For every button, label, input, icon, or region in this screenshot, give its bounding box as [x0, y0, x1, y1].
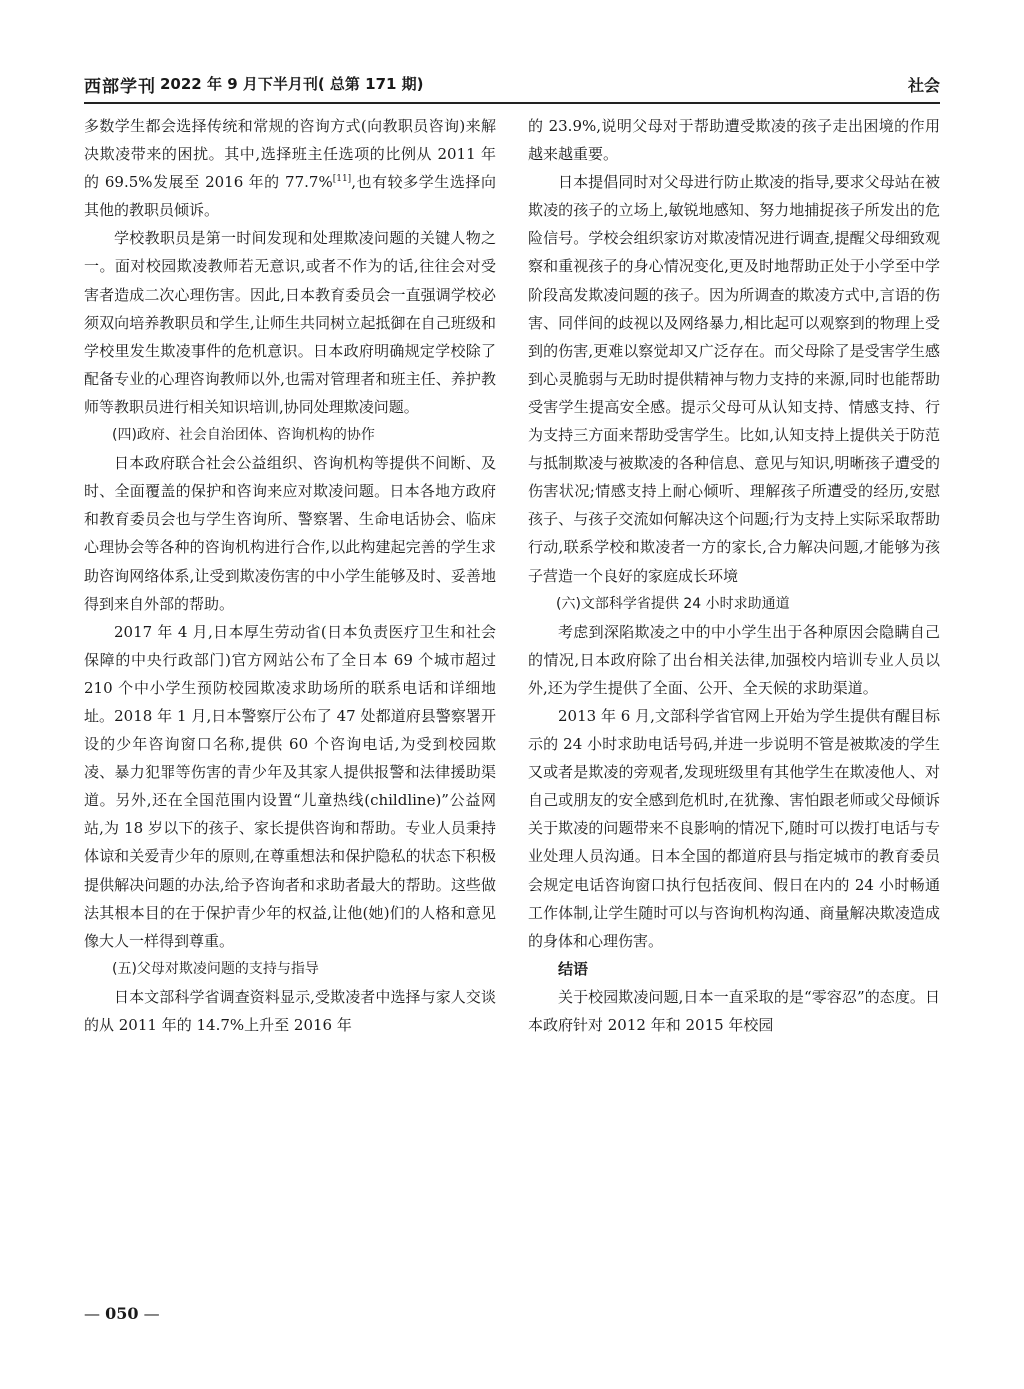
- paragraph: 的 23.9%,说明父母对于帮助遭受欺凌的孩子走出困境的作用越来越重要。: [528, 117, 940, 164]
- issue-info: 2022 年 9 月下半月刊( 总第 171 期): [160, 75, 424, 93]
- citation-ref: [11]: [332, 174, 352, 185]
- conclusion-heading: 结语: [558, 959, 589, 978]
- paragraph: 关于校园欺凌问题,日本一直采取的是“零容忍”的态度。日本政府针对 2012 年和 2015 年校园: [528, 987, 940, 1034]
- page-number: 050: [105, 1304, 139, 1323]
- section-subheading: (五)父母对欺凌问题的支持与指导: [112, 960, 319, 977]
- paragraph: 学校教职员是第一时间发现和处理欺凌问题的关键人物之一。面对校园欺凌教师若无意识,或者不作为的话,往往会对受害者造成二次心理伤害。因此,日本教育委员会一直强调学校必须双向培养教职员和学生,让师生共同树立起抵御在自己班级和学校里发生欺凌事件的危机意识。日本政府明确规定学校除了配备专业的心理咨询教师以外,也需对管理者和班主任、养护教师等教职员进行相关知识培训,协同处理欺凌问题。: [84, 229, 496, 416]
- paragraph: 日本文部科学省调查资料显示,受欺凌者中选择与家人交谈的从 2011 年的 14.7%上升至 2016 年: [84, 987, 496, 1034]
- left-column: [84, 112, 496, 1302]
- paragraph: 日本提倡同时对父母进行防止欺凌的指导,要求父母站在被欺凌的孩子的立场上,敏锐地感知、努力地捕捉孩子所发出的危险信号。学校会组织家访对欺凌情况进行调查,提醒父母细致观察和重视孩子的身心情况变化,更及时地帮助正处于小学至中学阶段高发欺凌问题的孩子。因为所调查的欺凌方式中,言语的伤害、同伴间的歧视以及网络暴力,相比起可以观察到的物理上受到的伤害,更难以察觉却又广泛存在。而父母除了是受害学生感到心灵脆弱与无助时提供精神与物力支持的来源,同时也能帮助受害学生提高安全感。提示父母可从认知支持、情感支持、行为支持三方面来帮助受害学生。比如,认知支持上提供关于防范与抵制欺凌与被欺凌的各种信息、意见与知识,明晰孩子遭受的伤害状况;情感支持上耐心倾听、理解孩子所遭受的经历,安慰孩子、与孩子交流如何解决这个问题;行为支持上实际采取帮助行动,联系学校和欺凌者一方的家长,合力解决问题,才能够为孩子营造一个良好的家庭成长环境: [528, 173, 940, 585]
- page-footer: — 050 —: [84, 1304, 160, 1323]
- paragraph: 考虑到深陷欺凌之中的中小学生出于各种原因会隐瞒自己的情况,日本政府除了出台相关法律,加强校内培训专业人员以外,还为学生提供了全面、公开、全天候的求助渠道。: [528, 622, 940, 697]
- paragraph: 多数学生都会选择传统和常规的咨询方式(向教职员咨询)来解决欺凌带来的困扰。其中,选择班主任选项的比例从 2011 年的 69.5%发展至 2016 年的 77.7%[11],也有较多学生选择向其他的教职员倾诉。: [84, 117, 496, 220]
- paragraph: 2017 年 4 月,日本厚生劳动省(日本负责医疗卫生和社会保障的中央行政部门)官方网站公布了全日本 69 个城市超过 210 个中小学生预防校园欺凌求助场所的联系电话和详细地址。2018 年 1 月,日本警察厅公布了 47 处都道府县警察署开设的少年咨询窗口名称,提供 60 个咨询电话,为受到校园欺凌、暴力犯罪等伤害的青少年及其家人提供报警和法律援助渠道。另外,还在全国范围内设置“儿童热线(childline)”公益网站,为 18 岁以下的孩子、家长提供咨询和帮助。专业人员秉持体谅和关爱青少年的原则,在尊重想法和保护隐私的状态下积极提供解决问题的办法,给予咨询者和求助者最大的帮助。这些做法其根本目的在于保护青少年的权益,让他(她)们的人格和意见像大人一样得到尊重。: [84, 622, 496, 950]
- section-name: 社会: [907, 76, 940, 95]
- header-rule: [84, 102, 940, 104]
- paragraph: 2013 年 6 月,文部科学省官网上开始为学生提供有醒目标示的 24 小时求助电话号码,并进一步说明不管是被欺凌的学生又或者是欺凌的旁观者,发现班级里有其他学生在欺凌他人、对自己或朋友的安全感到危机时,在犹豫、害怕跟老师或父母倾诉关于欺凌的问题带来不良影响的情况下,随时可以拨打电话与专业处理人员沟通。日本全国的都道府县与指定城市的教育委员会规定电话咨询窗口执行包括夜间、假日在内的 24 小时畅通工作体制,让学生随时可以与咨询机构沟通、商量解决欺凌造成的身体和心理伤害。: [528, 706, 940, 950]
- running-header: [84, 72, 940, 98]
- section-subheading: (四)政府、社会自治团体、咨询机构的协作: [112, 427, 375, 444]
- right-column: [528, 112, 940, 1302]
- paragraph: 日本政府联合社会公益组织、咨询机构等提供不间断、及时、全面覆盖的保护和咨询来应对欺凌问题。日本各地方政府和教育委员会也与学生咨询所、警察署、生命电话协会、临床心理协会等各种的咨询机构进行合作,以此构建起完善的学生求助咨询网络体系,让受到欺凌伤害的中小学生能够及时、妥善地得到来自外部的帮助。: [84, 454, 496, 613]
- journal-logo: 西部学刊: [84, 77, 156, 97]
- section-subheading: (六)文部科学省提供 24 小时求助通道: [556, 595, 790, 612]
